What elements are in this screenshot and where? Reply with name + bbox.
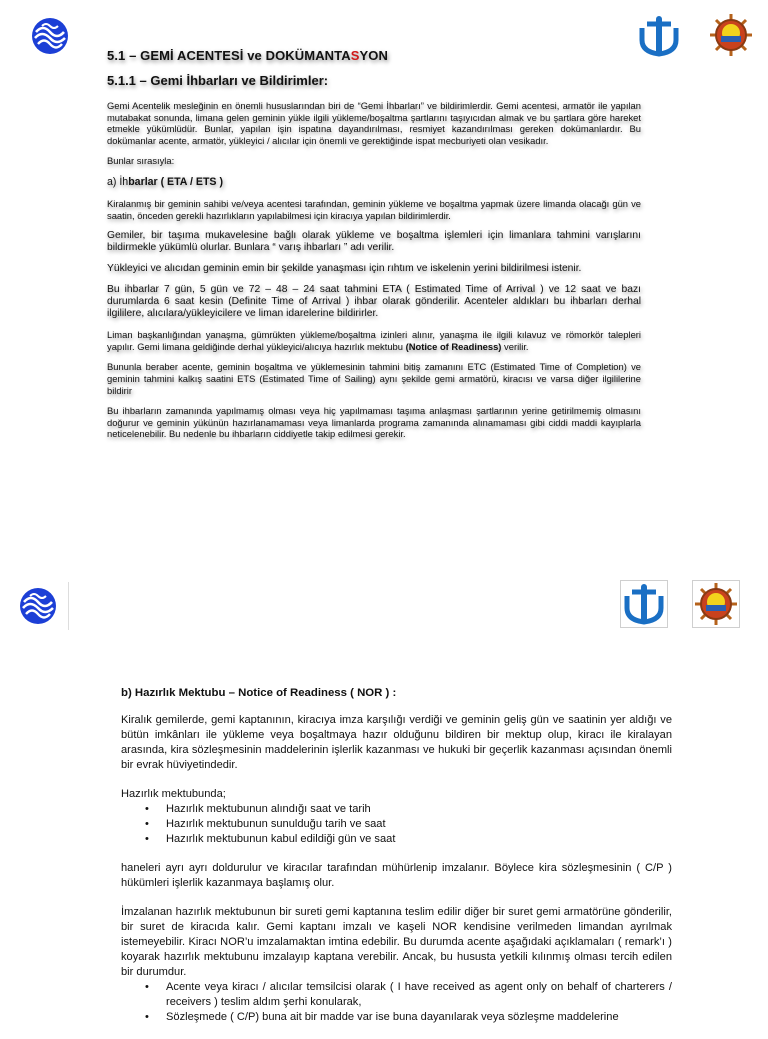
list-intro: Hazırlık mektubunda; [121, 788, 226, 800]
paragraph: haneleri ayrı ayrı doldurulur ve kiracılar tarafından mühürlenip imzalanır. Böylece kira sözleşmesinin ( C/P ) hükümleri işlerlik kazanmaya başlamış olur. [121, 862, 672, 889]
paragraph: Kiralık gemilerde, gemi kaptanının, kiracıya imza karşılığı verdiği ve geminin geliş gün ve saatinin yer aldığı ve bütün imkânları ile yükleme veya boşaltmaya hazır olduğunu bildiren bir mektup olup, kiracı ile kiralayan arasında, kira sözleşmesinin maddelerinin işlerlik kazanması ve hukuki bir geçerlik kazanması açısından önemli bir evrak hüviyetindedir. [121, 714, 672, 771]
subsection-heading: 5.1.1 – Gemi İhbarları ve Bildirimler: [107, 73, 329, 88]
list-item: • Acente veya kiracı / alıcılar temsilcisi olarak ( I have received as agent only on behalf of charterers / receivers ) teslim aldım şerhi konularak, [145, 981, 672, 1008]
paragraph: Liman başkanlığından yanaşma, gümrükten yükleme/boşaltma izinleri alınır, yanaşma ile ilgili kılavuz ve römorkör talepleri yapılır. Gemi limana geldiğinde derhal yükleyici/alıcıya hazırlık mektubu (Notice of Readiness) verilir. [107, 329, 641, 352]
section-heading: b) Hazırlık Mektubu – Notice of Readiness ( NOR ) : [121, 687, 397, 699]
paragraph: Bu ihbarların zamanında yapılmamış olması veya hiç yapılmaması taşıma anlaşması şartlarının yerine getirilmemiş olmasını doğurur ve geminin yükünün hazırlanamaması veya limanlarda programa zamanında alınamaması gibi ciddi maddi kayıplarla neticelenebilir. Bu nedenle bu ihbarların ciddiyetle takip edilmesi gerekir. [107, 405, 641, 440]
page1-content [107, 48, 641, 449]
wave-logo-icon [30, 16, 70, 56]
wave-logo-icon [10, 582, 69, 630]
anchor-emblem-icon [636, 14, 682, 58]
list-item: • Hazırlık mektubunun alındığı saat ve tarih [145, 803, 371, 815]
paragraph: İmzalanan hazırlık mektubunun bir sureti gemi kaptanına teslim edilir diğer bir suret gemi armatörüne gönderilir, bir suret de kiracıda kalır. Gemi kaptanı imzalı ve kaşeli NOR kendisine verilmeden limandan ayrılmak istemeyebilir. Kiracı NOR’u imzalamaktan imtina edebilir. Bu durumda acente aşağıdaki açıklamaları ( remark’ı ) koyarak hazırlık mektubunu imzalayıp kaptana verebilir. Ancak, bu hususta yetkili kılınmış olması tercih edilen bir durumdur. [121, 906, 672, 978]
bullet-list [121, 980, 672, 1025]
ship-wheel-emblem-icon [692, 580, 740, 628]
list-item: • Hazırlık mektubunun kabul edildiği gün ve saat [145, 833, 396, 845]
paragraph: Gemiler, bir taşıma mukavelesine bağlı olarak yükleme ve boşaltma işlemleri için limanlara tahmini varışlarını bildirmekle yükümlü olurlar. Bunlara “ varış ihbarları ” adı verilir. [107, 230, 641, 254]
anchor-emblem-icon [620, 580, 668, 628]
page2-content [121, 687, 672, 1039]
paragraph: Yükleyici ve alıcıdan geminin emin bir şekilde yanaşması için rıhtım ve iskelenin yerini bildirilmesi istenir. [107, 263, 582, 275]
list-intro: Bunlar sırasıyla: [107, 155, 175, 167]
paragraph: Kiralanmış bir geminin sahibi ve/veya acentesi tarafından, geminin yükleme ve boşaltma yapmak üzere limanda olacağı gün ve saatin, önceden gerekli hazırlıkların yapılabilmesi için kiracıya yapılan bildirimlerdir. [107, 197, 641, 221]
document-page-2 [0, 560, 768, 1024]
bullet-list [121, 802, 672, 847]
intro-paragraph: Gemi Acentelik mesleğinin en önemli hususlarından biri de “Gemi İhbarları” ve bildirimlerdir. Gemi acentesi, armatör ile yapılan mutabakat sonunda, limana gelen geminin yükle ilgili yükleme/boşaltma şartlarını taşıyıcıdan almak ve bu şartlara göre hareket etmekle yükümlüdür. Bunlar, yapılan işin ispatına dayandırılması, resmiyet kazandırılması gereken dokümanlardır. Bu dokümanlar acente, armatör, yükleyici / alıcılar için önemli ve gerektiğinde ispat mecburiyeti olan vesikadır. [107, 100, 641, 146]
item-a-heading: a) İhbarlar ( ETA / ETS ) [107, 175, 223, 188]
section-heading: 5.1 – GEMİ ACENTESİ ve DOKÜMANTASYON [107, 48, 389, 63]
ship-wheel-emblem-icon [708, 12, 754, 58]
paragraph: Bununla beraber acente, geminin boşaltma ve yüklemesinin tahmini bitiş zamanını ETC (Estimated Time of Completion) ve geminin tahmini kalkış saatini ETS (Estimated Time of Sailing) aynı şekilde gemi armatörü, kiracısı ve varsa diğer ilgililerine bildirir [107, 361, 641, 396]
list-item: • Sözleşmede ( C/P) buna ait bir madde var ise buna dayanılarak veya sözleşme maddelerine [145, 1011, 619, 1023]
paragraph: Bu ihbarlar 7 gün, 5 gün ve 72 – 48 – 24 saat tahmini ETA ( Estimated Time of Arrival ) ve 12 saat ve bazı durumlarda 6 saat kesin (Definite Time of Arrival ) ihbar olarak gönderilir. Acenteler aldıkları bu ihbarları derhal ilgililere, alıcılara/yükleyicilere ve liman idarelerine bildirirler. [107, 284, 641, 320]
list-item: • Hazırlık mektubunun sunulduğu tarih ve saat [145, 818, 386, 830]
